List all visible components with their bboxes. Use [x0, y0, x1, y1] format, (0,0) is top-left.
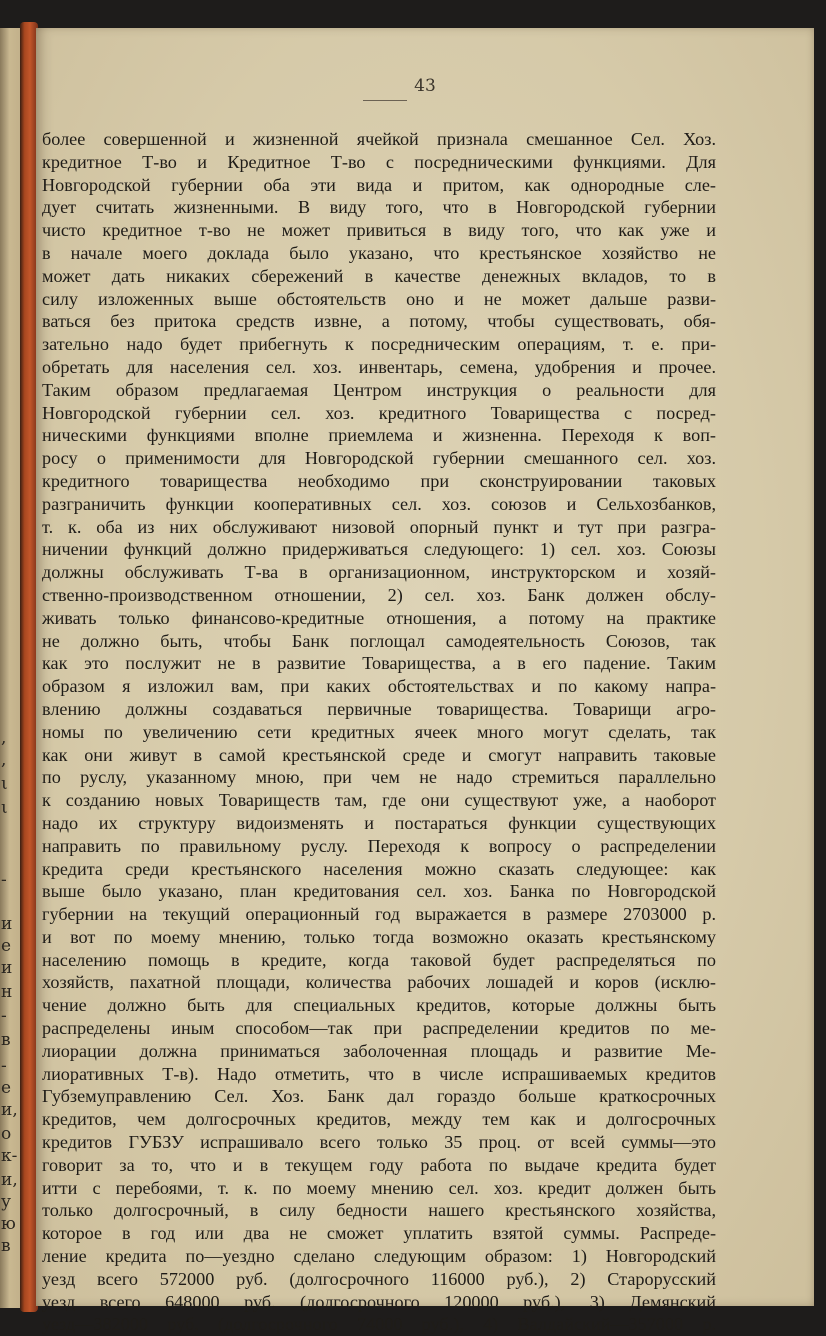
text-line: кредитного товарищества необходимо при сконструировании таковых — [42, 470, 716, 491]
left-page-fragment: и, — [1, 1170, 18, 1190]
text-line: в начале моего доклада было указано, что крестьянское хозяйство не — [42, 242, 716, 263]
text-line: росу о применимости для Новгородской губернии смешанного сел. хоз. — [42, 448, 716, 469]
text-line: лиорации должна приниматься заболоченная площадь и развитие Ме- — [42, 1040, 716, 1061]
text-line: силу изложенных выше обстоятельств оно и не может дальше разви- — [42, 288, 716, 309]
left-page-fragment: - — [1, 870, 7, 890]
left-page-fragment: и, — [1, 1100, 18, 1120]
text-line: кредитное Т-во и Кредитное Т-во с посредническими функциями. Для — [42, 151, 716, 172]
text-line: ваться без притока средств извне, а потому, чтобы существовать, обя- — [42, 311, 716, 332]
left-page-fragment: ι — [1, 798, 8, 818]
text-line: чисто кредитное т-во не может привиться в виду того, что как уже и — [42, 220, 716, 241]
left-page-fragment: о — [1, 1124, 12, 1144]
text-line: уезд всего 572000 руб. (долгосрочного 116000 руб.), 2) Старорусский — [42, 1268, 716, 1289]
left-page-fragment: - — [1, 1056, 7, 1076]
text-line: и вот по моему мнению, только тогда возможно оказать крестьянскому — [42, 926, 716, 947]
text-line: уезд всего 648000 руб. (долгосрочного 120000 руб.), 3) Демянский — [42, 1291, 716, 1312]
text-line: надо их структуру видоизменять и постараться функции существующих — [42, 812, 716, 833]
left-page-fragment: в — [1, 1236, 11, 1256]
text-line: уезд—382000 руб. (долгосрочного 74000 руб.), 4) Валдайский—357000 р. — [42, 1314, 716, 1335]
text-line: населению помощь в кредите, когда таковой будет распределяться по — [42, 949, 716, 970]
text-line: более совершенной и жизненной ячейкой признала смешанное Сел. Хоз. — [42, 129, 716, 149]
text-line: которое в год или два не сможет уплатить взятой суммы. Распреде- — [42, 1223, 716, 1244]
left-page-fragment: у — [1, 1192, 12, 1212]
left-page-fragment: и — [1, 958, 13, 978]
text-line: распределены иным способом—так при распределении кредитов по ме- — [42, 1018, 716, 1039]
left-page-fragment: е — [1, 1078, 12, 1098]
text-line: кредитов, чем долгосрочных кредитов, между тем как и долгосрочных — [42, 1109, 716, 1130]
left-page-fragment: е — [1, 936, 12, 956]
text-line: может дать никаких сбережений в качестве денежных вкладов, то в — [42, 265, 716, 286]
text-line: Новгородской губернии сел. хоз. кредитного Товарищества с посред- — [42, 402, 716, 423]
text-line: ление кредита по—уездно сделано следующим образом: 1) Новгородский — [42, 1246, 716, 1267]
text-line: Новгородской губернии оба эти вида и притом, как однородные сле- — [42, 174, 716, 195]
text-line: ническими функциями вполне приемлема и жизненна. Переходя к воп- — [42, 425, 716, 446]
text-line: только долгосрочный, в силу бедности нашего крестьянского хозяйства, — [42, 1200, 716, 1221]
text-line: кредитов ГУБЗУ испрашивало всего только 35 проц. от всей суммы—это — [42, 1132, 716, 1153]
text-line: как они живут в самой крестьянской среде и смогут направить таковые — [42, 744, 716, 765]
left-page-fragment: в — [1, 1030, 11, 1050]
text-line: дует считать жизненными. В виду того, что в Новгородской губернии — [42, 197, 716, 218]
left-page-fragment: и — [1, 914, 13, 934]
text-line: разграничить функции кооперативных сел. хоз. союзов и Сельхозбанков, — [42, 493, 716, 514]
text-line: зательно надо будет прибегнуть к посредническим операциям, т. е. при- — [42, 334, 716, 355]
body-text — [36, 128, 716, 1336]
text-line: не должно быть, чтобы Банк поглощал самодеятельность Союзов, так — [42, 630, 716, 651]
text-line: хозяйств, пахатной площади, количества рабочих лошадей и коров (исклю- — [42, 972, 716, 993]
left-page-fragment: , — [1, 750, 7, 770]
text-line: лиоративных Т-в). Надо отметить, что в числе испрашиваемых кредитов — [42, 1063, 716, 1084]
text-line: чение должно быть для специальных кредитов, которые должны быть — [42, 995, 716, 1016]
text-line: образом я изложил вам, при каких обстоятельствах и по какому напра- — [42, 676, 716, 697]
text-line: к созданию новых Товариществ там, где они существуют уже, а наоборот — [42, 790, 716, 811]
page-number: 43 — [414, 76, 436, 96]
text-line: кредита среди крестьянского населения можно сказать следующее: как — [42, 858, 716, 879]
text-line: направить по правильному руслу. Переходя к вопросу о распределении — [42, 835, 716, 856]
text-line: т. к. оба из них обслуживают низовой опорный пункт и тут при разгра- — [42, 516, 716, 537]
text-line: итти с перебоями, т. к. по моему мнению сел. хоз. кредит должен быть — [42, 1177, 716, 1198]
text-line: говорит за то, что и в текущем году работа по выдаче кредита будет — [42, 1154, 716, 1175]
text-line: Таким образом предлагаемая Центром инструкция о реальности для — [42, 379, 716, 400]
text-line: ственно-производственном отношении, 2) сел. хоз. Банк должен обслу- — [42, 584, 716, 605]
text-line: ничении функций должно придерживаться следующего: 1) сел. хоз. Союзы — [42, 539, 716, 560]
text-line: как это послужит не в развитие Товарищества, а в его падение. Таким — [42, 653, 716, 674]
text-line: живать только финансово-кредитные отношения, а потому на практике — [42, 607, 716, 628]
text-line: Губземуправлению Сел. Хоз. Банк дал гораздо больше краткосрочных — [42, 1086, 716, 1107]
text-line: по руслу, указанному мною, при чем не надо стремиться параллельно — [42, 767, 716, 788]
left-page-fragment: - — [1, 1006, 7, 1026]
document-page — [36, 28, 814, 1335]
text-line: влению должны создаваться первичные товарищества. Товарищи агро- — [42, 698, 716, 719]
text-line: номы по увеличению сети кредитных ячеек много могут сделать, так — [42, 721, 716, 742]
page-number-rule — [363, 100, 407, 101]
left-page-fragment: к- — [1, 1146, 18, 1166]
text-line: выше было указано, план кредитования сел. хоз. Банка по Новгородской — [42, 881, 716, 902]
left-page-fragment: ю — [1, 1214, 16, 1234]
left-page-fragment: н — [1, 982, 13, 1002]
left-page-fragment: , — [1, 728, 7, 748]
text-line: губернии на текущий операционный год выражается в размере 2703000 р. — [42, 904, 716, 925]
text-line: должны обслуживать Т-ва в организационном, инструкторском и хозяй- — [42, 562, 716, 583]
text-line: обретать для населения сел. хоз. инвентарь, семена, удобрения и прочее. — [42, 356, 716, 377]
left-page-fragment: ι — [1, 774, 8, 794]
